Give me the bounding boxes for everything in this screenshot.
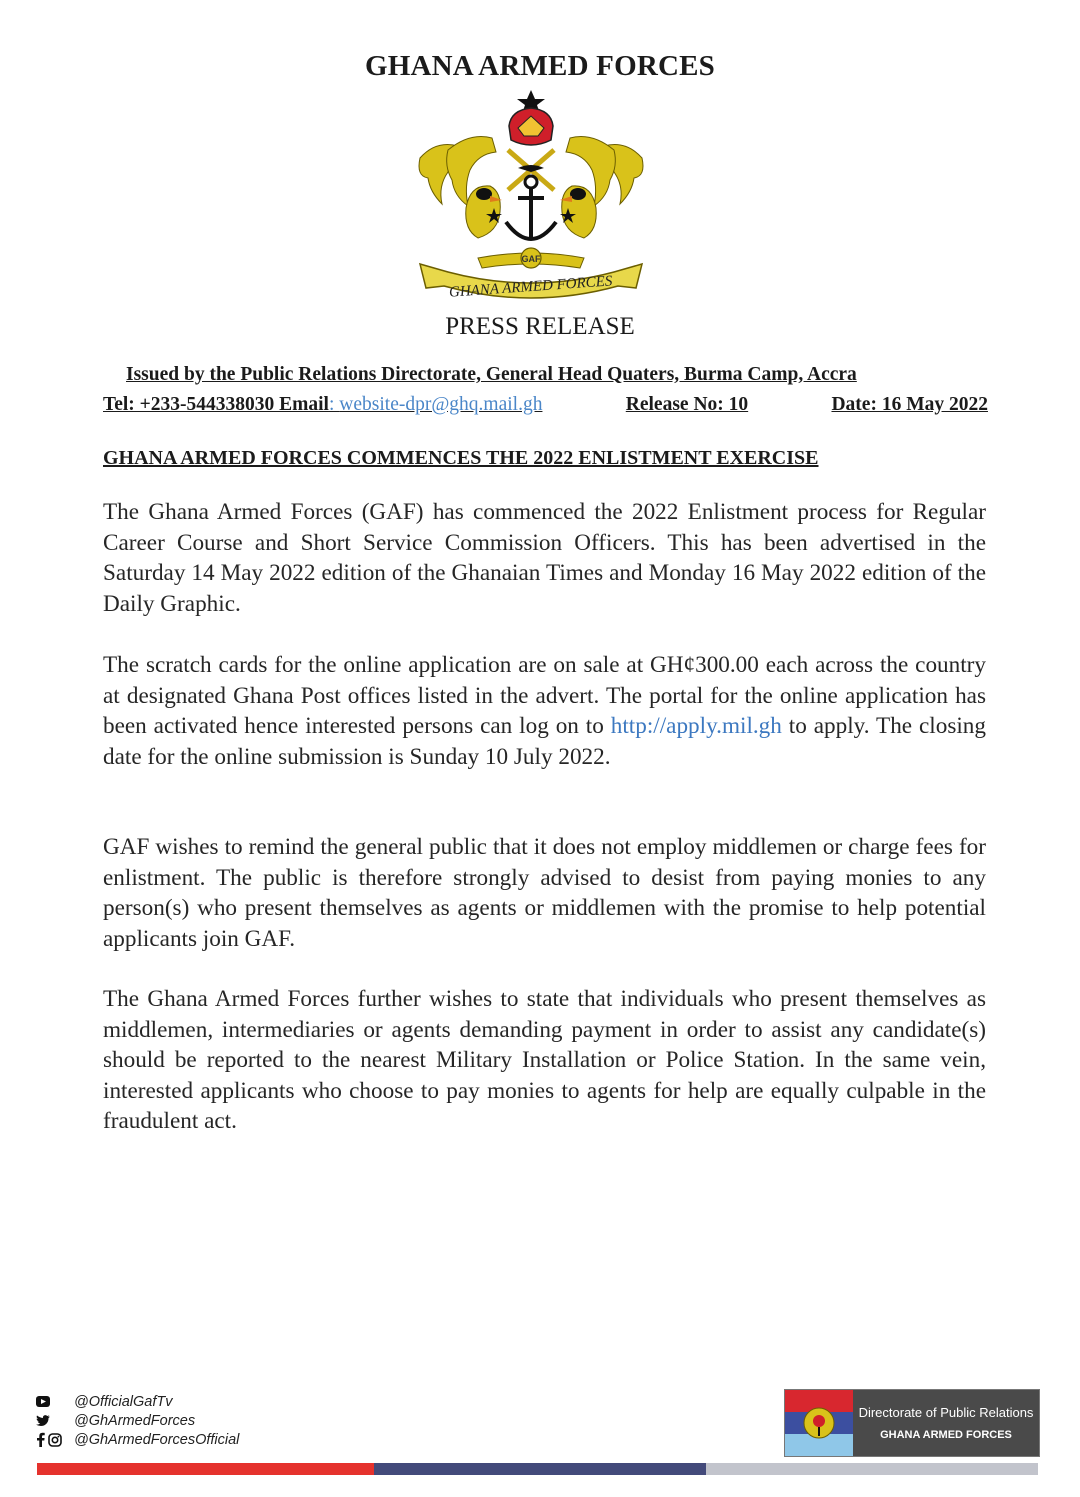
footer-bar-grey xyxy=(706,1463,1038,1475)
youtube-icon xyxy=(36,1396,50,1407)
paragraph-2-text-b: to apply. The closing date for the online submission is Sunday 10 July 2022. xyxy=(103,713,986,770)
twitter-row xyxy=(36,1411,296,1430)
paragraph-1: The Ghana Armed Forces (GAF) has commenced the 2022 Enlistment process for Regular Career Course and Short Service Commission Officers. This has been advertised in the Saturday 14 May 2022 edition of the Ghanaian Times and Monday 16 May 2022 edition of the Daily Graphic. xyxy=(103,499,986,617)
tel-label: Tel: +233-544338030 Email xyxy=(103,394,329,415)
gaf-crest-logo xyxy=(408,88,654,310)
footer-bar-navy xyxy=(374,1463,706,1475)
twitter-handle[interactable]: @GhArmedForces xyxy=(74,1412,196,1429)
apply-portal-link[interactable]: http://apply.mil.gh xyxy=(610,713,782,739)
instagram-icon xyxy=(48,1433,62,1447)
paragraph-2 xyxy=(103,650,986,772)
footer-color-bars xyxy=(37,1463,1038,1475)
tel-email-group xyxy=(103,394,542,416)
email-separator: : xyxy=(328,394,340,415)
flag-emblem-icon xyxy=(785,1390,853,1456)
facebook-icon xyxy=(36,1432,45,1447)
contact-line xyxy=(103,394,988,416)
svg-text:GAF: GAF xyxy=(521,254,541,264)
paragraph-2-text-a: The scratch cards for the online application are on sale at GH¢300.00 each across the country at designated Ghana Post offices listed in the advert. The portal for the online application has been activated hence interested persons can log on to xyxy=(103,652,986,739)
badge-text xyxy=(853,1390,1039,1456)
youtube-row xyxy=(36,1392,296,1411)
release-date: Date: 16 May 2022 xyxy=(831,394,988,415)
release-number: Release No: 10 xyxy=(625,394,749,415)
issued-by-line: Issued by the Public Relations Directorate, General Head Quaters, Burma Camp, Accra xyxy=(126,364,857,385)
svg-text:GHANA ARMED FORCES: GHANA ARMED FORCES xyxy=(448,273,613,301)
social-handles xyxy=(36,1392,296,1449)
badge-org-text: GHANA ARMED FORCES xyxy=(880,1429,1012,1441)
badge-directorate-text: Directorate of Public Relations xyxy=(858,1405,1034,1420)
email-link[interactable]: website-dpr@ghq.mail.gh xyxy=(339,394,543,415)
facebook-instagram-row xyxy=(36,1430,296,1449)
youtube-handle[interactable]: @OfficialGafTv xyxy=(74,1393,173,1410)
paragraph-4: The Ghana Armed Forces further wishes to state that individuals who present themselves as middlemen, intermediaries or agents demanding payment in order to assist any candidate(s) should be reported to the nearest Military Installation or Police Station. In the same vein, interested applicants who choose to pay monies to agents for help are equally culpable in the fraudulent act. xyxy=(103,986,986,1134)
directorate-badge xyxy=(784,1389,1040,1457)
org-title: GHANA ARMED FORCES xyxy=(364,50,715,82)
paragraph-3: GAF wishes to remind the general public that it does not employ middlemen or charge fees for enlistment. The public is therefore strongly advised to desist from paying monies to any person(s) who present themselves as agents or middlemen with the promise to help potential applicants join GAF. xyxy=(103,834,986,952)
facebook-instagram-handle[interactable]: @GhArmedForcesOfficial xyxy=(74,1431,240,1448)
footer-bar-red xyxy=(37,1463,374,1475)
press-release-label: PRESS RELEASE xyxy=(445,313,635,340)
release-headline: GHANA ARMED FORCES COMMENCES THE 2022 ENLISTMENT EXERCISE xyxy=(103,447,819,469)
twitter-icon xyxy=(36,1415,50,1427)
